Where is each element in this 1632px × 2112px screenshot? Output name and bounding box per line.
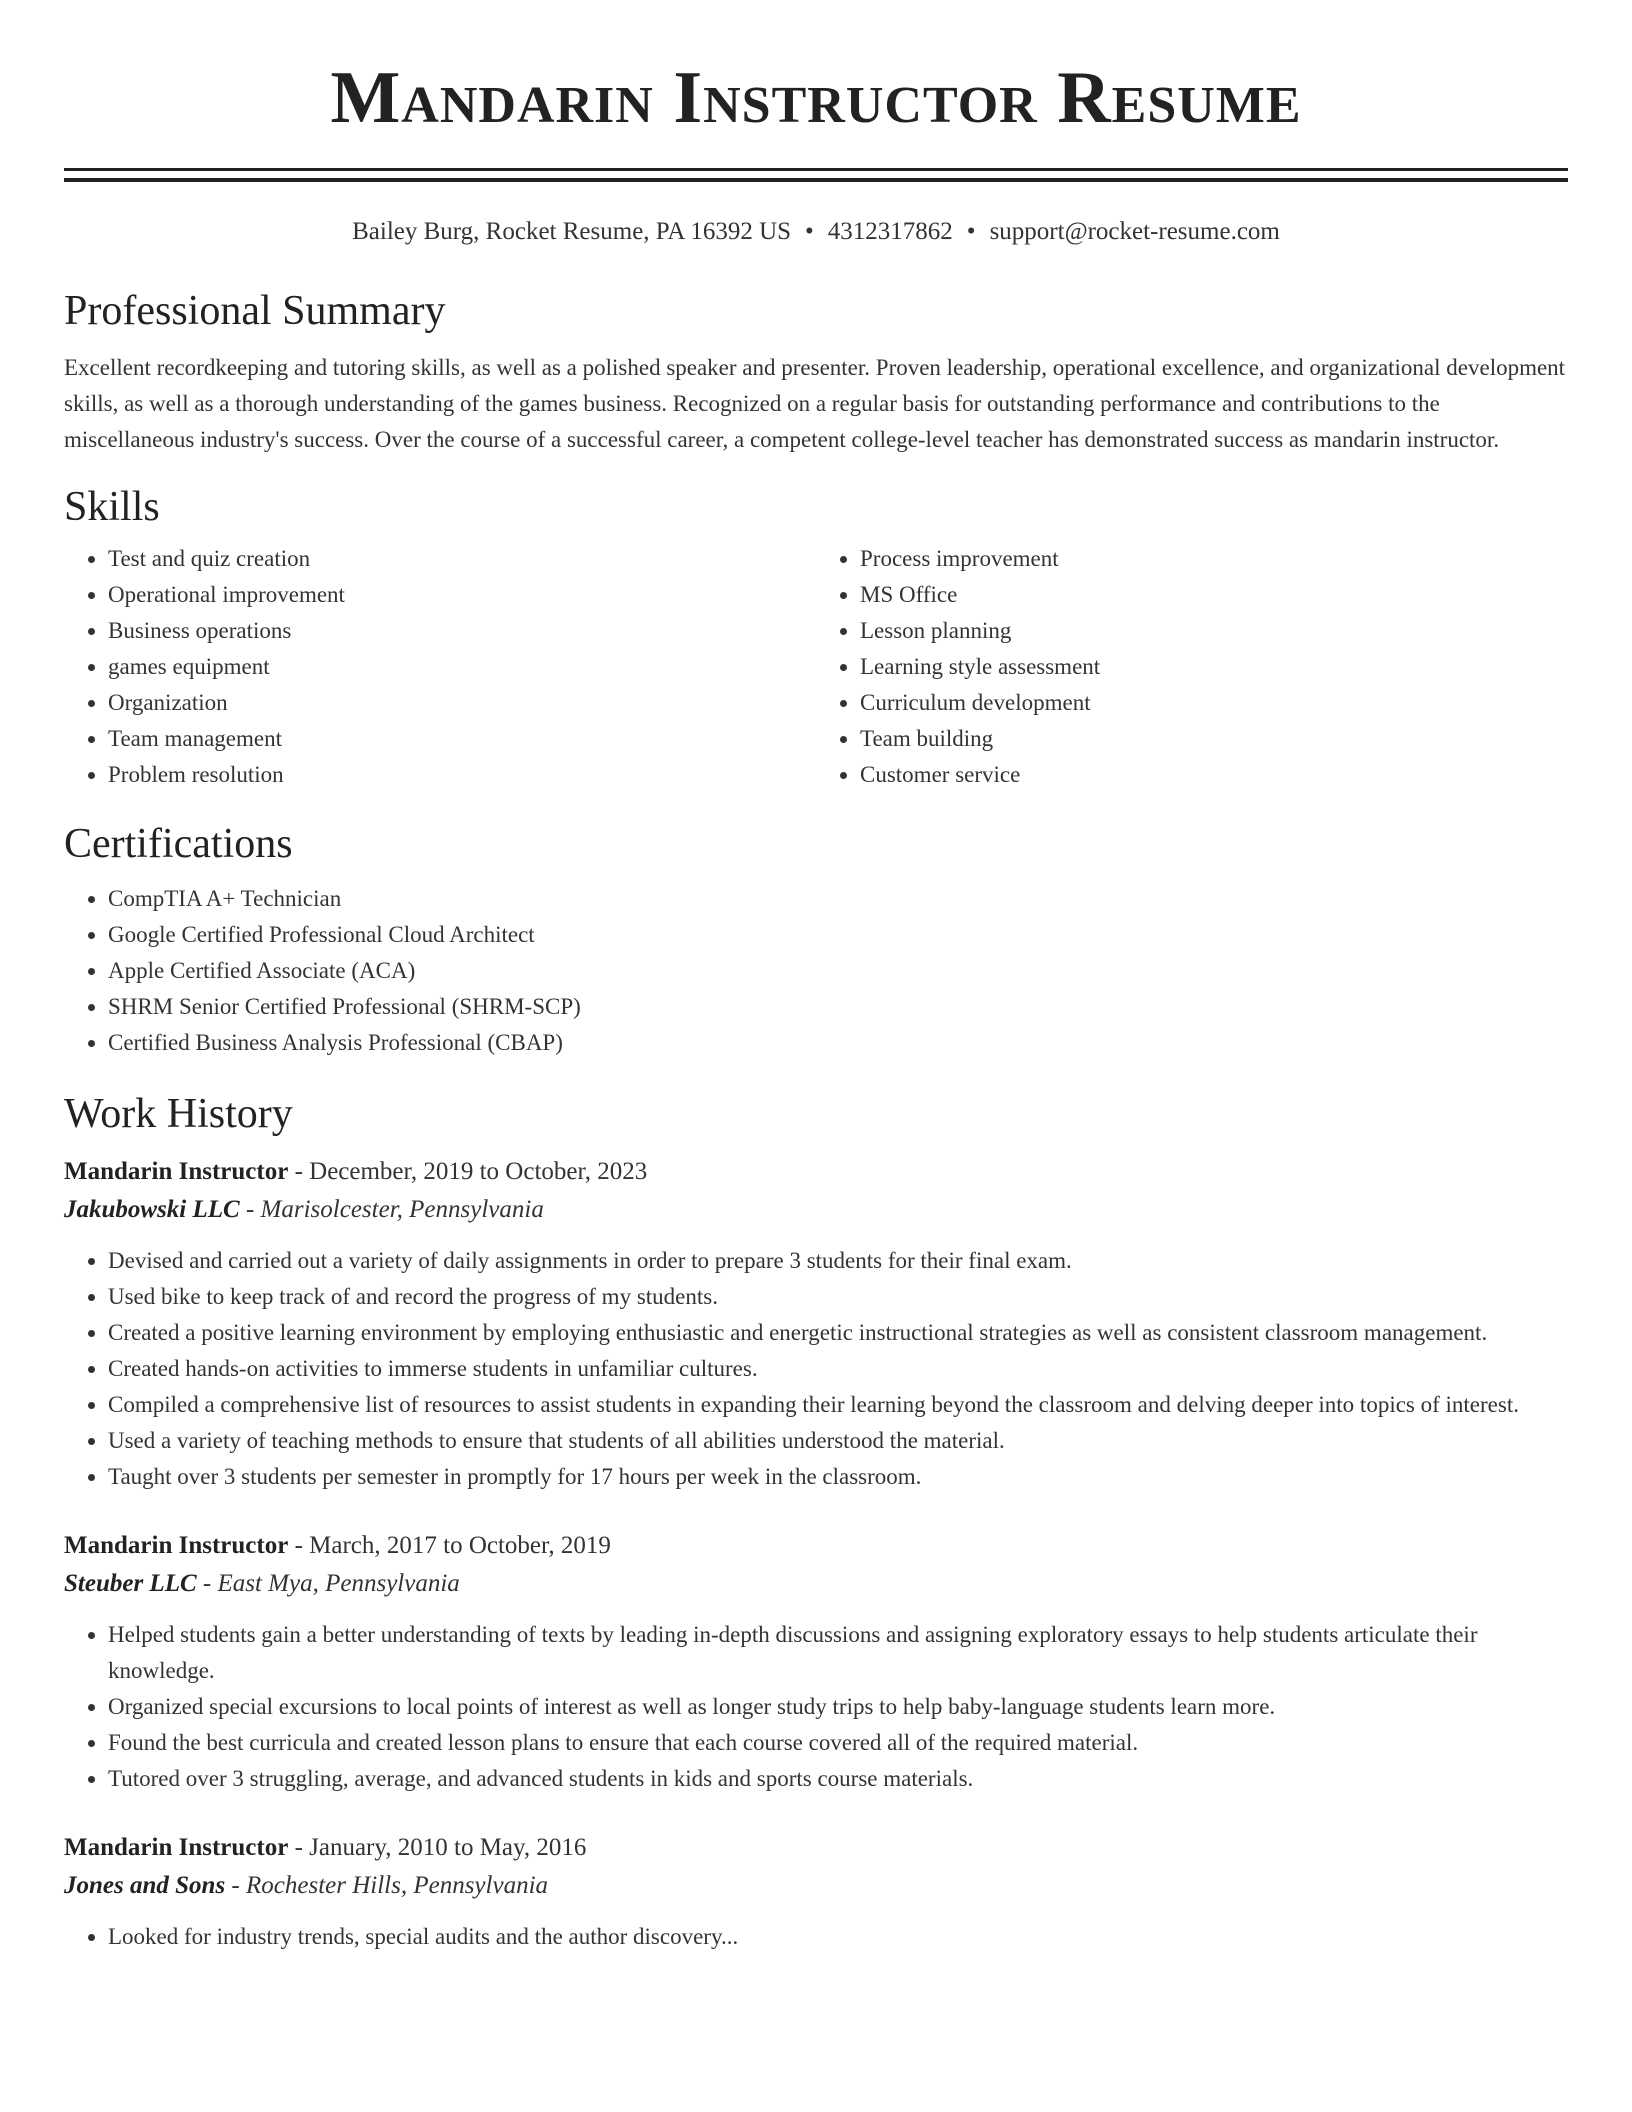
certification-item: • Apple Certified Associate (ACA) (108, 953, 1568, 989)
certifications-list (64, 881, 1568, 1061)
job-bullets (64, 1617, 1568, 1797)
contact-separator: • (805, 218, 814, 245)
job-entry (64, 1153, 1568, 1495)
job-bullet: • Devised and carried out a variety of daily assignments in order to prepare 3 students for their final exam. (108, 1243, 1568, 1279)
job-bullet: • Taught over 3 students per semester in promptly for 17 hours per week in the classroom. (108, 1459, 1568, 1495)
job-company-line (64, 1867, 1568, 1905)
job-bullet: • Compiled a comprehensive list of resources to assist students in expanding their learning beyond the classroom and delving deeper into topics of interest. (108, 1387, 1568, 1423)
job-bullet: • Helped students gain a better understanding of texts by leading in-depth discussions and assigning exploratory essays to help students articulate their knowledge. (108, 1617, 1568, 1689)
job-dates: - March, 2017 to October, 2019 (288, 1532, 611, 1559)
contact-separator: • (966, 218, 976, 245)
job-title: Mandarin Instructor (64, 1532, 289, 1559)
job-location: - East Mya, Pennsylvania (196, 1570, 460, 1597)
job-bullet: • Looked for industry trends, special audits and the author discovery... (108, 1919, 1568, 1955)
professional-summary-section (64, 286, 1568, 458)
job-bullets (64, 1243, 1568, 1495)
job-location: - Marisolcester, Pennsylvania (239, 1196, 544, 1223)
skill-item: • Operational improvement (108, 577, 816, 613)
job-entry (64, 1829, 1568, 1955)
certification-item: • Certified Business Analysis Professional (CBAP) (108, 1025, 1568, 1061)
skill-item: • Process improvement (860, 541, 1568, 577)
work-history-section (64, 1089, 1568, 1955)
title-rule-top (64, 168, 1568, 171)
skill-item: • Team management (108, 721, 816, 757)
job-header (64, 1829, 1568, 1867)
skills-list-right (816, 541, 1568, 793)
job-dates: - January, 2010 to May, 2016 (288, 1834, 587, 1861)
certification-item: • CompTIA A+ Technician (108, 881, 1568, 917)
skill-item: • Learning style assessment (860, 649, 1568, 685)
contact-email: support@rocket-resume.com (989, 218, 1280, 245)
job-bullets (64, 1919, 1568, 1955)
job-dates: - December, 2019 to October, 2023 (288, 1158, 648, 1185)
skill-item: • games equipment (108, 649, 816, 685)
skill-item: • Curriculum development (860, 685, 1568, 721)
skill-item: • Organization (108, 685, 816, 721)
resume-page (64, 0, 1568, 1955)
skill-item: • Test and quiz creation (108, 541, 816, 577)
job-bullet: • Used bike to keep track of and record the progress of my students. (108, 1279, 1568, 1315)
job-bullet: • Organized special excursions to local points of interest as well as longer study trips to help baby-language students learn more. (108, 1689, 1568, 1725)
section-heading: Certifications (64, 821, 293, 867)
job-company-line (64, 1565, 1568, 1603)
resume-title: Mandarin Instructor Resume (330, 57, 1302, 139)
section-heading: Work History (64, 1091, 293, 1137)
job-company-line (64, 1191, 1568, 1229)
job-bullet: • Created hands-on activities to immerse students in unfamiliar cultures. (108, 1351, 1568, 1387)
job-company: Steuber LLC (64, 1570, 197, 1597)
title-rule-bottom (64, 178, 1568, 182)
job-bullet: • Found the best curricula and created lesson plans to ensure that each course covered all of the required material. (108, 1725, 1568, 1761)
job-header (64, 1153, 1568, 1191)
skills-list-left (64, 541, 816, 793)
skill-item: • Team building (860, 721, 1568, 757)
job-bullet: • Tutored over 3 struggling, average, and advanced students in kids and sports course materials. (108, 1761, 1568, 1797)
job-bullet: • Created a positive learning environment by employing enthusiastic and energetic instructional strategies as well as consistent classroom management. (108, 1315, 1568, 1351)
skill-item: • Lesson planning (860, 613, 1568, 649)
skill-item: • Problem resolution (108, 757, 816, 793)
job-title: Mandarin Instructor (64, 1834, 289, 1861)
skill-item: • Business operations (108, 613, 816, 649)
summary-text: Excellent recordkeeping and tutoring skills, as well as a polished speaker and presenter. Proven leadership, operational excellence, and organizational development skills, as well as a thorough understanding of the games business. Recognized on a regular basis for outstanding performance and contributions to the miscellaneous industry's success. Over the course of a successful career, a competent college-level teacher has demonstrated success as mandarin instructor. (64, 355, 1566, 452)
certification-item: • Google Certified Professional Cloud Architect (108, 917, 1568, 953)
job-bullet: • Used a variety of teaching methods to ensure that students of all abilities understood the material. (108, 1423, 1568, 1459)
contact-address: Bailey Burg, Rocket Resume, PA 16392 US (352, 218, 792, 245)
section-heading: Skills (64, 484, 160, 530)
skill-item: • Customer service (860, 757, 1568, 793)
job-title: Mandarin Instructor (64, 1158, 289, 1185)
certification-item: • SHRM Senior Certified Professional (SHRM-SCP) (108, 989, 1568, 1025)
job-company: Jakubowski LLC (64, 1196, 240, 1223)
certifications-section (64, 819, 1568, 1061)
skill-item: • MS Office (860, 577, 1568, 613)
job-location: - Rochester Hills, Pennsylvania (225, 1872, 549, 1899)
contact-phone: 4312317862 (827, 218, 953, 245)
job-entry (64, 1527, 1568, 1797)
contact-line (64, 216, 1568, 248)
skills-section (64, 482, 1568, 793)
job-company: Jones and Sons (64, 1872, 226, 1899)
section-heading: Professional Summary (64, 288, 446, 334)
job-header (64, 1527, 1568, 1565)
